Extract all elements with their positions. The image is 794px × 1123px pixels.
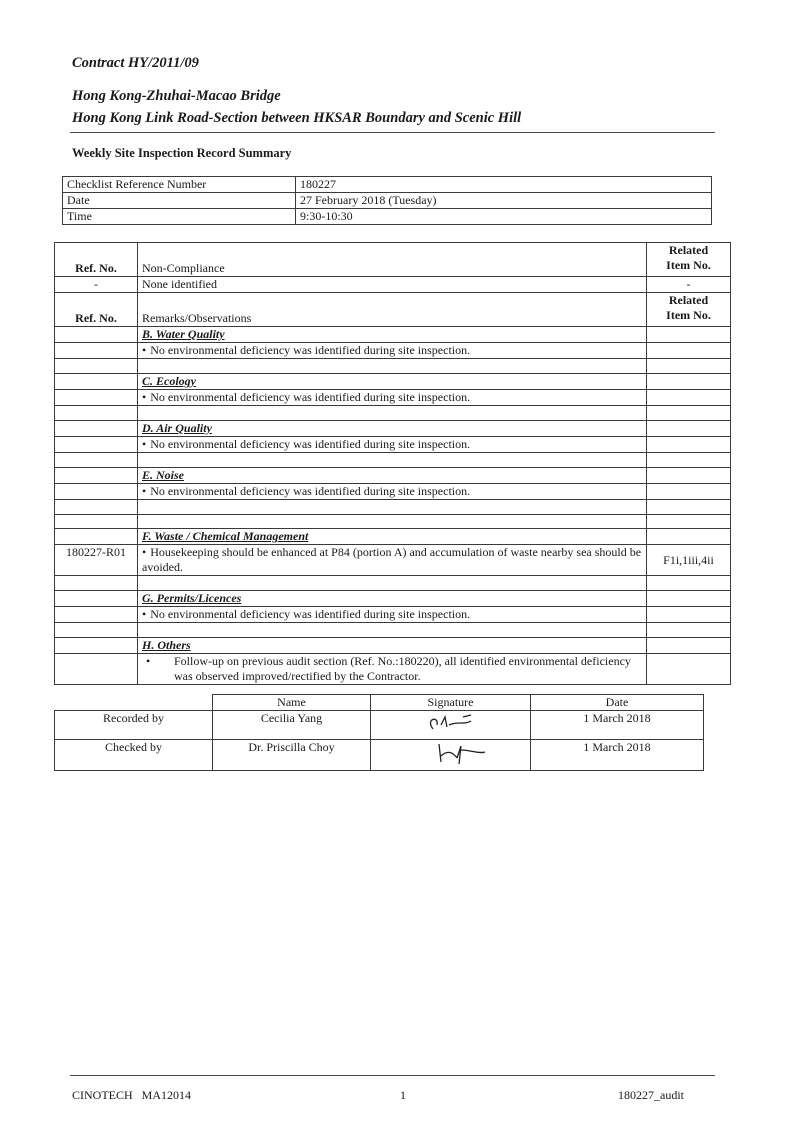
inspection-table: [54, 242, 731, 685]
signature-image: [375, 740, 525, 766]
nc-row: [55, 277, 731, 293]
remarks-desc-header: Remarks/Observations: [138, 293, 647, 327]
sign-name: Cecilia Yang: [213, 711, 371, 740]
spacer-row: [55, 453, 731, 468]
info-label: Date: [63, 193, 296, 209]
nc-header-row: [55, 243, 731, 277]
spacer-row: [55, 515, 731, 529]
spacer-row: [55, 406, 731, 421]
sign-name-header: Name: [213, 695, 371, 711]
contract-number: Contract HY/2011/09: [72, 55, 199, 71]
section-text-waste: • Housekeeping should be enhanced at P84 (portion A) and accumulation of waste nearby sea should be avoided.: [138, 545, 647, 576]
section-title-permits: G. Permits/Licences: [138, 591, 647, 607]
header-divider: [70, 132, 715, 133]
section-content-row: [55, 390, 731, 406]
sign-date: 1 March 2018: [531, 711, 704, 740]
nc-item-header-line1: Related: [668, 243, 709, 257]
info-value: 180227: [296, 177, 712, 193]
project-section: Hong Kong Link Road-Section between HKSAR Boundary and Scenic Hill: [72, 110, 522, 126]
nc-desc: None identified: [138, 277, 647, 293]
footer-company: CINOTECH MA12014: [72, 1088, 191, 1102]
section-title-others: H. Others: [138, 638, 647, 654]
page-number: 1: [400, 1088, 406, 1102]
waste-ref: 180227-R01: [55, 545, 138, 576]
section-content-row: [55, 545, 731, 576]
nc-item: -: [647, 277, 731, 293]
info-label: Time: [63, 209, 296, 225]
nc-item-header: [647, 243, 731, 277]
document-title: Weekly Site Inspection Record Summary: [72, 146, 292, 160]
info-label: Checklist Reference Number: [63, 177, 296, 193]
sign-date-header: Date: [531, 695, 704, 711]
nc-desc-header: Non-Compliance: [138, 243, 647, 277]
section-content-row: [55, 484, 731, 500]
footer-doc-id: 180227_audit: [618, 1088, 684, 1102]
info-value: 27 February 2018 (Tuesday): [296, 193, 712, 209]
section-text-others: [138, 654, 647, 685]
sign-role: Checked by: [55, 740, 213, 771]
section-title-ecology: C. Ecology: [138, 374, 647, 390]
section-text-permits: • No environmental deficiency was identified during site inspection.: [138, 607, 647, 623]
remarks-header-row: [55, 293, 731, 327]
sign-signature-header: Signature: [371, 695, 531, 711]
info-row: [63, 193, 712, 209]
spacer-row: [55, 623, 731, 638]
section-title-row: [55, 529, 731, 545]
spacer-row: [55, 500, 731, 515]
spacer-row: [55, 359, 731, 374]
section-title-row: [55, 327, 731, 343]
signature-row: [55, 711, 704, 740]
section-title-row: [55, 374, 731, 390]
signature-header-row: [55, 695, 704, 711]
section-content-row: [55, 437, 731, 453]
nc-ref: -: [55, 277, 138, 293]
section-text-water: • No environmental deficiency was identified during site inspection.: [138, 343, 647, 359]
section-text-ecology: • No environmental deficiency was identified during site inspection.: [138, 390, 647, 406]
remarks-item-header-line1: Related: [668, 293, 709, 307]
section-title-row: [55, 591, 731, 607]
spacer-row: [55, 576, 731, 591]
section-content-row: [55, 343, 731, 359]
signature-table: [54, 694, 704, 771]
info-row: [63, 209, 712, 225]
section-title-air: D. Air Quality: [138, 421, 647, 437]
section-text-air: • No environmental deficiency was identified during site inspection.: [138, 437, 647, 453]
remarks-ref-header: Ref. No.: [55, 293, 138, 327]
footer-divider: [70, 1075, 715, 1076]
remarks-item-header-line2: Item No.: [666, 308, 711, 322]
section-title-row: [55, 421, 731, 437]
info-row: [63, 177, 712, 193]
project-name: Hong Kong-Zhuhai-Macao Bridge: [72, 88, 281, 104]
info-table: [62, 176, 712, 225]
section-title-row: [55, 638, 731, 654]
others-text: Follow-up on previous audit section (Ref. No.:180220), all identified environmental deficiency was observed improved/rectified by the Contractor.: [174, 654, 631, 683]
section-content-row: [55, 654, 731, 685]
bullet-icon: •: [146, 654, 151, 668]
nc-ref-header: Ref. No.: [55, 243, 138, 277]
section-title-water: B. Water Quality: [138, 327, 647, 343]
signature-cell: [371, 711, 531, 740]
section-title-waste: F. Waste / Chemical Management: [138, 529, 647, 545]
sign-date: 1 March 2018: [531, 740, 704, 771]
section-title-row: [55, 468, 731, 484]
section-content-row: [55, 607, 731, 623]
remarks-item-header: [647, 293, 731, 327]
signature-image: [375, 711, 525, 735]
signature-row: [55, 740, 704, 771]
info-value: 9:30-10:30: [296, 209, 712, 225]
section-text-noise: • No environmental deficiency was identified during site inspection.: [138, 484, 647, 500]
section-title-noise: E. Noise: [138, 468, 647, 484]
waste-item: F1i,1iii,4ii: [647, 545, 731, 576]
sign-name: Dr. Priscilla Choy: [213, 740, 371, 771]
nc-item-header-line2: Item No.: [666, 258, 711, 272]
sign-role: Recorded by: [55, 711, 213, 740]
signature-cell: [371, 740, 531, 771]
